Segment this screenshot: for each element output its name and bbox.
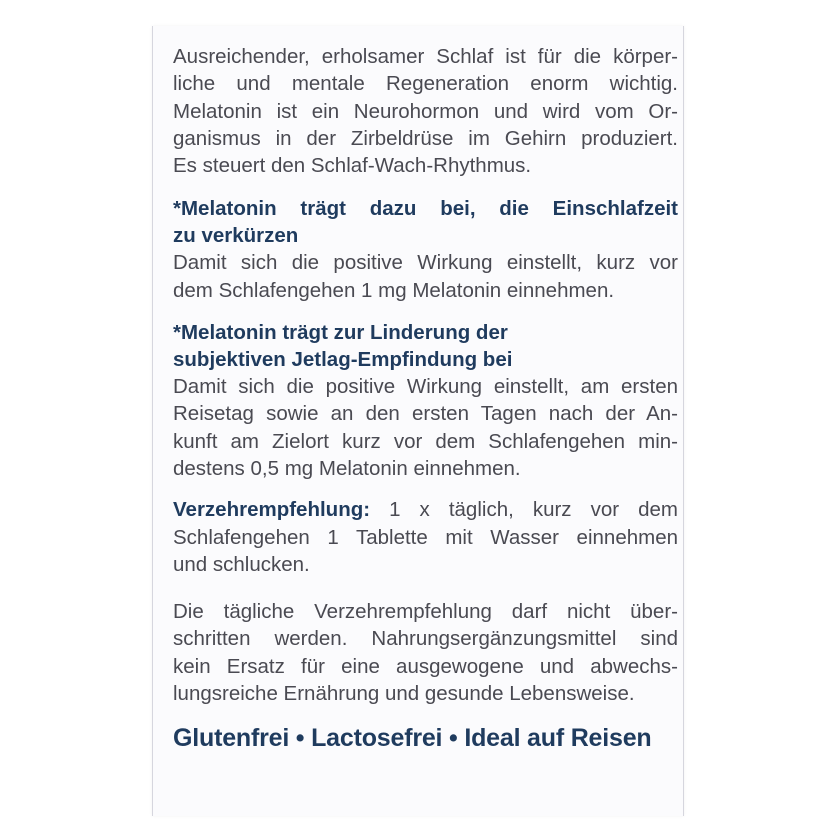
intro-line: Es steuert den Schlaf-Wach-Rhythmus. xyxy=(173,154,532,178)
dosage-label: Verzehrempfehlung: xyxy=(173,498,371,522)
claim1-heading-line: *Melatonin trägt dazu bei, die Einschlafzeit xyxy=(173,197,678,221)
claim1-body-line: Damit sich die positive Wirkung einstellt, kurz vor xyxy=(173,251,678,275)
claim2-heading-line: *Melatonin trägt zur Linderung der xyxy=(173,321,508,345)
dosage-line: und schlucken. xyxy=(173,552,310,576)
dosage-first-line-text: 1 x täglich, kurz vor dem xyxy=(389,498,678,522)
package-text-content xyxy=(173,43,678,753)
claim1-heading xyxy=(173,195,678,249)
intro-line: liche und mentale Regeneration enorm wichtig. xyxy=(173,72,678,96)
intro-line: Melatonin ist ein Neurohormon und wird vom Or- xyxy=(173,99,678,123)
claim1-body-line: dem Schlafengehen 1 mg Melatonin einnehmen. xyxy=(173,278,615,302)
intro-line: Ausreichender, erholsamer Schlaf ist für die körper- xyxy=(173,45,678,68)
dosage-paragraph xyxy=(173,496,678,578)
claim2-body-line: Reisetag sowie an den ersten Tagen nach der An- xyxy=(173,402,678,426)
warning-line: schritten werden. Nahrungsergänzungsmittel sind xyxy=(173,627,678,651)
warning-paragraph xyxy=(173,598,678,707)
claim2-body xyxy=(173,373,678,482)
intro-line: ganismus in der Zirbeldrüse im Gehirn produziert. xyxy=(173,126,678,150)
claim2-heading-line: subjektiven Jetlag-Empfindung bei xyxy=(173,348,513,372)
claim1-heading-line: zu verkürzen xyxy=(173,224,299,248)
claim1-body xyxy=(173,249,678,304)
warning-line: lungsreiche Ernährung und gesunde Lebensweise. xyxy=(173,682,635,706)
claim2-body-line: Damit sich die positive Wirkung einstellt, am ersten xyxy=(173,375,678,399)
claim2-body-line: kunft am Zielort kurz vor dem Schlafengehen min- xyxy=(173,429,678,453)
dosage-first-line xyxy=(173,496,678,523)
claim2-heading xyxy=(173,319,678,373)
feature-tagline: Glutenfrei • Lactosefrei • Ideal auf Reisen xyxy=(173,724,652,753)
intro-paragraph xyxy=(173,43,678,179)
claim2-body-line: destens 0,5 mg Melatonin einnehmen. xyxy=(173,456,521,480)
dosage-line: Schlafengehen 1 Tablette mit Wasser einnehmen xyxy=(173,525,678,549)
warning-line: Die tägliche Verzehrempfehlung darf nicht über- xyxy=(173,600,678,624)
warning-line: kein Ersatz für eine ausgewogene und abwechs- xyxy=(173,654,678,678)
